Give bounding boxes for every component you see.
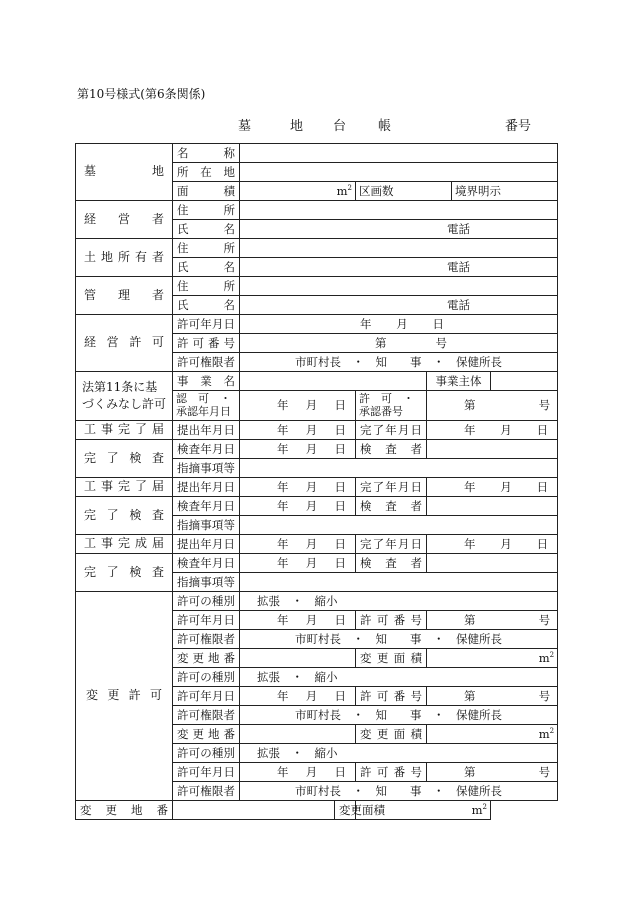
row-completion-notice-3: [76, 535, 558, 554]
unit-sqm-exp: 2: [347, 183, 352, 192]
field-change-date-3[interactable]: [240, 763, 356, 782]
label-plot-count: 区画数: [359, 183, 394, 198]
label-address: 住所: [173, 277, 240, 296]
label-name: 氏名: [173, 220, 240, 239]
label-permit-type: 許可の種別: [173, 668, 240, 687]
label-area: 面積: [173, 182, 240, 201]
label-name: 氏名: [173, 296, 240, 315]
unit-month: 月: [305, 764, 318, 779]
label-approval-date-l1: 認 可 ・: [176, 392, 231, 406]
unit-year: 年: [277, 422, 289, 437]
field-landowner-address[interactable]: [240, 239, 558, 258]
unit-day: 日: [334, 422, 346, 437]
cat-article11-deemed-permit: 法第11条に基づくみなし許可: [76, 372, 173, 421]
field-submit-date-3[interactable]: [240, 535, 356, 554]
label-inspector: 検査者: [356, 440, 427, 459]
unit-go: 号: [538, 764, 551, 779]
unit-year: 年: [464, 536, 476, 551]
unit-go: 号: [538, 688, 551, 703]
label-inspection-date: 検査年月日: [173, 497, 240, 516]
cat-completion-notice-3: 工事完成届: [76, 535, 173, 554]
field-operator-address[interactable]: [240, 201, 558, 220]
unit-dai: 第: [464, 398, 476, 413]
unit-month: 月: [305, 398, 318, 413]
row-change-type-1: [76, 592, 558, 611]
label-findings: 指摘事項等: [173, 573, 240, 592]
label-permit-number: 許可番号: [356, 687, 427, 706]
field-change-area-1[interactable]: [427, 649, 558, 668]
cat-landowner: 土地所有者: [76, 239, 173, 277]
unit-sqm-exp: 2: [549, 650, 555, 659]
label-permit-type: 許可の種別: [173, 744, 240, 763]
label-change-area: 変更面積: [356, 725, 427, 744]
field-inspector-3[interactable]: [427, 554, 558, 573]
label-completion-date: 完了年月日: [356, 535, 427, 554]
label-name: 名称: [173, 144, 240, 163]
unit-day: 日: [334, 441, 346, 456]
unit-sqm-exp: 2: [549, 726, 555, 735]
row-completion-notice-2: [76, 478, 558, 497]
field-change-date-1[interactable]: [240, 611, 356, 630]
label-completion-date: 完了年月日: [356, 478, 427, 497]
label-address: 住所: [173, 239, 240, 258]
unit-day: 日: [432, 316, 444, 331]
unit-month: 月: [305, 441, 318, 456]
unit-sqm: m: [538, 726, 550, 741]
unit-sqm: m: [336, 183, 348, 198]
label-submit-date: 提出年月日: [173, 421, 240, 440]
title-char-1: 墓: [238, 119, 252, 134]
cat-cemetery: 墓地: [76, 144, 173, 201]
label-change-area: 変更面積: [335, 801, 356, 820]
field-boundary[interactable]: [452, 182, 558, 201]
field-area[interactable]: [240, 182, 356, 201]
unit-month: 月: [305, 422, 318, 437]
field-permit-type-3[interactable]: [240, 744, 558, 763]
unit-month: 月: [305, 536, 318, 551]
label-approval-number-l2: 承認番号: [359, 404, 403, 418]
unit-day: 日: [334, 555, 346, 570]
field-inspector-1[interactable]: [427, 440, 558, 459]
row-operator-address: [76, 201, 558, 220]
title-char-3: 台: [333, 119, 347, 134]
unit-day: 日: [536, 479, 549, 494]
unit-day: 日: [334, 688, 346, 703]
unit-year: 年: [277, 555, 289, 570]
row-completion-notice-1: [76, 421, 558, 440]
field-completion-date-2[interactable]: [427, 478, 558, 497]
unit-month: 月: [305, 498, 318, 513]
label-permit-authority: 許可権限者: [173, 706, 240, 725]
unit-day: 日: [536, 422, 549, 437]
label-tel: 電話: [447, 221, 471, 236]
option-expand-shrink: 拡張 ・ 縮小: [257, 669, 338, 684]
label-findings: 指摘事項等: [173, 516, 240, 535]
label-tel: 電話: [447, 259, 471, 274]
title-char-4: 帳: [378, 119, 392, 134]
cat-inspection-2: 完了検査: [76, 497, 173, 535]
cat-business-permit: 経営許可: [76, 315, 173, 372]
field-inspector-2[interactable]: [427, 497, 558, 516]
field-project-entity[interactable]: [491, 372, 558, 391]
label-permit-authority: 許可権限者: [173, 782, 240, 801]
label-change-lot: 変更地番: [173, 725, 240, 744]
label-inspector: 検査者: [356, 554, 427, 573]
unit-month: 月: [305, 555, 318, 570]
document-title: [0, 115, 630, 134]
field-manager-name[interactable]: [240, 296, 558, 315]
unit-dai: 第: [375, 335, 387, 350]
cat-completion-notice-1: 工事完了届: [76, 421, 173, 440]
row-inspection-1: [76, 440, 558, 459]
field-change-authority-3[interactable]: 市町村長 ・ 知 事 ・ 保健所長: [240, 782, 558, 801]
field-cemetery-name[interactable]: [240, 144, 558, 163]
unit-year: 年: [464, 479, 476, 494]
unit-dai: 第: [464, 764, 476, 779]
label-permit-authority: 許可権限者: [173, 630, 240, 649]
label-permit-date: 許可年月日: [173, 315, 240, 334]
field-inspection-date-3[interactable]: [240, 554, 356, 573]
label-inspection-date: 検査年月日: [173, 554, 240, 573]
unit-year: 年: [277, 479, 289, 494]
label-submit-date: 提出年月日: [173, 478, 240, 497]
field-approval-date[interactable]: [240, 391, 356, 421]
cat-change-permit: 変更許可: [76, 592, 173, 801]
label-inspector: 検査者: [356, 497, 427, 516]
field-change-authority-2[interactable]: 市町村長 ・ 知 事 ・ 保健所長: [240, 706, 558, 725]
label-address: 住所: [173, 201, 240, 220]
unit-year: 年: [277, 612, 289, 627]
label-location: 所在地: [173, 163, 240, 182]
form-number: 第10号様式(第6条関係): [77, 87, 206, 101]
unit-month: 月: [305, 612, 318, 627]
field-inspection-date-1[interactable]: [240, 440, 356, 459]
field-landowner-name[interactable]: [240, 258, 558, 277]
field-change-authority-1[interactable]: 市町村長 ・ 知 事 ・ 保健所長: [240, 630, 558, 649]
unit-month: 月: [305, 479, 318, 494]
label-approval-number: [356, 391, 427, 421]
field-change-lot-2[interactable]: [240, 725, 356, 744]
unit-day: 日: [334, 764, 346, 779]
label-change-lot: 変更地番: [76, 801, 173, 820]
unit-year: 年: [464, 422, 476, 437]
label-permit-date: 許可年月日: [173, 687, 240, 706]
unit-day: 日: [334, 398, 346, 413]
label-approval-number-l1: 許 可 ・: [359, 392, 414, 406]
cemetery-register-table: [75, 143, 558, 820]
unit-go: 号: [538, 612, 551, 627]
label-findings: 指摘事項等: [173, 459, 240, 478]
unit-day: 日: [334, 498, 346, 513]
unit-month: 月: [500, 422, 512, 437]
unit-dai: 第: [464, 688, 476, 703]
field-manager-address[interactable]: [240, 277, 558, 296]
row-manager-address: [76, 277, 558, 296]
row-project-name: [76, 372, 558, 391]
register-number-label: 番号: [505, 119, 532, 134]
unit-month: 月: [305, 688, 318, 703]
label-inspection-date: 検査年月日: [173, 440, 240, 459]
label-permit-date: 許可年月日: [173, 763, 240, 782]
field-plot-count[interactable]: [356, 182, 452, 201]
option-expand-shrink: 拡張 ・ 縮小: [257, 745, 338, 760]
label-completion-date: 完了年月日: [356, 421, 427, 440]
cat-operator: 経営者: [76, 201, 173, 239]
label-submit-date: 提出年月日: [173, 535, 240, 554]
label-permit-date: 許可年月日: [173, 611, 240, 630]
label-change-lot: 変更地番: [173, 649, 240, 668]
field-submit-date-2[interactable]: [240, 478, 356, 497]
field-permit-type-2[interactable]: [240, 668, 558, 687]
field-permit-number[interactable]: [240, 334, 558, 353]
field-approval-number[interactable]: [427, 391, 558, 421]
unit-month: 月: [500, 536, 512, 551]
cat-inspection-1: 完了検査: [76, 440, 173, 478]
unit-year: 年: [277, 441, 289, 456]
field-findings-3[interactable]: [240, 573, 558, 592]
unit-sqm: m: [471, 802, 483, 817]
field-submit-date-1[interactable]: [240, 421, 356, 440]
unit-go: 号: [435, 335, 447, 350]
field-cemetery-location[interactable]: [240, 163, 558, 182]
row-inspection-3: [76, 554, 558, 573]
label-boundary: 境界明示: [455, 183, 501, 198]
field-project-name[interactable]: [240, 372, 427, 391]
unit-day: 日: [334, 479, 346, 494]
row-change-lot-3: [76, 801, 558, 820]
label-permit-number: 許可番号: [173, 334, 240, 353]
field-change-lot-3[interactable]: [173, 801, 335, 820]
label-change-area: 変更面積: [356, 649, 427, 668]
unit-month: 月: [396, 316, 408, 331]
field-permit-authority[interactable]: 市町村長 ・ 知 事 ・ 保健所長: [240, 353, 558, 372]
label-permit-authority: 許可権限者: [173, 353, 240, 372]
label-tel: 電話: [447, 297, 471, 312]
unit-day: 日: [536, 536, 549, 551]
option-expand-shrink: 拡張 ・ 縮小: [257, 593, 338, 608]
field-completion-date-1[interactable]: [427, 421, 558, 440]
unit-year: 年: [277, 498, 289, 513]
label-approval-date: [173, 391, 240, 421]
unit-year: 年: [277, 688, 289, 703]
unit-year: 年: [277, 398, 289, 413]
unit-sqm: m: [538, 650, 550, 665]
field-change-lot-1[interactable]: [240, 649, 356, 668]
field-permit-date[interactable]: [240, 315, 558, 334]
label-permit-number: 許可番号: [356, 611, 427, 630]
unit-sqm-exp: 2: [482, 802, 487, 811]
unit-day: 日: [334, 536, 346, 551]
field-change-date-2[interactable]: [240, 687, 356, 706]
label-project-entity: 事業主体: [427, 372, 491, 391]
field-findings-1[interactable]: [240, 459, 558, 478]
label-project-name: 事業名: [173, 372, 240, 391]
field-change-number-3[interactable]: [427, 763, 558, 782]
unit-year: 年: [360, 316, 372, 331]
field-inspection-date-2[interactable]: [240, 497, 356, 516]
field-operator-name[interactable]: [240, 220, 558, 239]
cat-completion-notice-2: 工事完了届: [76, 478, 173, 497]
row-cemetery-name: [76, 144, 558, 163]
row-permit-date: [76, 315, 558, 334]
unit-month: 月: [500, 479, 512, 494]
label-name: 氏名: [173, 258, 240, 277]
field-permit-type-1[interactable]: [240, 592, 558, 611]
unit-year: 年: [277, 536, 289, 551]
label-permit-number: 許可番号: [356, 763, 427, 782]
label-approval-date-l2: 承認年月日: [176, 404, 231, 418]
field-completion-date-3[interactable]: [427, 535, 558, 554]
row-landowner-address: [76, 239, 558, 258]
cat-manager: 管理者: [76, 277, 173, 315]
title-char-2: 地: [290, 119, 304, 134]
unit-day: 日: [334, 612, 346, 627]
field-change-area-2[interactable]: [427, 725, 558, 744]
label-permit-type: 許可の種別: [173, 592, 240, 611]
unit-dai: 第: [464, 612, 476, 627]
cat-inspection-3: 完了検査: [76, 554, 173, 592]
field-findings-2[interactable]: [240, 516, 558, 535]
unit-go: 号: [538, 398, 551, 413]
row-inspection-2: [76, 497, 558, 516]
field-change-number-1[interactable]: [427, 611, 558, 630]
field-change-number-2[interactable]: [427, 687, 558, 706]
unit-year: 年: [277, 764, 289, 779]
